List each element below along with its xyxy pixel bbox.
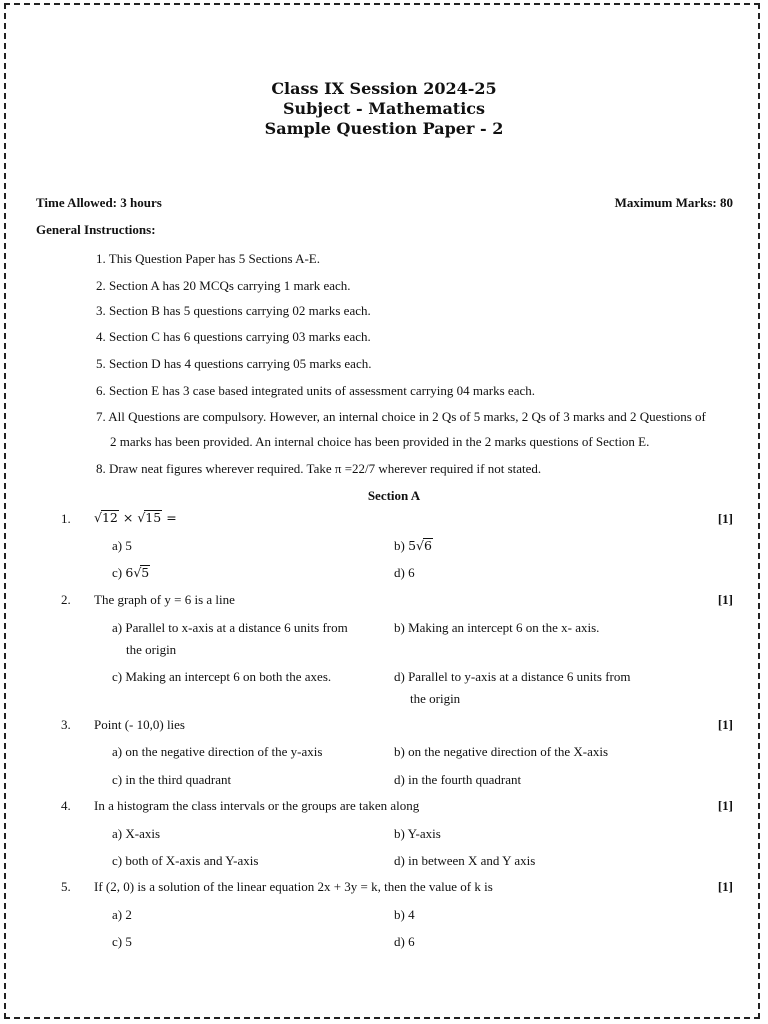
instruction-item: 7. All Questions are compulsory. However, an internal choice in 2 Qs of 5 marks, 2 Qs of 3 marks and 2 Questions of [96, 409, 706, 424]
option-d: d) 6 [394, 934, 415, 949]
option-d: d) in between X and Y axis [394, 853, 536, 868]
question-number: 2. [61, 592, 71, 607]
instruction-item: 6. Section E has 3 case based integrated units of assessment carrying 04 marks each. [96, 383, 535, 398]
radicand: 12 [101, 510, 118, 525]
option-b: b) Making an intercept 6 on the x- axis. [394, 620, 600, 635]
sqrt-symbol: √ [133, 565, 142, 580]
instruction-item: 5. Section D has 4 questions carrying 05 marks each. [96, 356, 372, 371]
header-class-session: Class IX Session 2024-25 [271, 79, 497, 98]
times-operator: × [122, 510, 134, 525]
header-subject: Subject - Mathematics [282, 99, 486, 118]
option-c: c) 6√5 [112, 565, 150, 580]
radicand: 15 [145, 510, 162, 525]
question-text: In a histogram the class intervals or the groups are taken along [94, 798, 420, 813]
option-a-continued: the origin [126, 642, 177, 657]
instruction-item: 1. This Question Paper has 5 Sections A-E. [96, 251, 320, 266]
option-d-continued: the origin [410, 691, 461, 706]
question-marks: [1] [717, 592, 733, 607]
equals-sign: = [166, 510, 177, 525]
option-d: d) in the fourth quadrant [394, 772, 522, 787]
option-c: c) both of X-axis and Y-axis [112, 853, 259, 868]
option-b: b) Y-axis [394, 826, 441, 841]
instruction-item: 3. Section B has 5 questions carrying 02 marks each. [96, 303, 371, 318]
question-text: If (2, 0) is a solution of the linear equation 2x + 3y = k, then the value of k is [94, 879, 493, 894]
instruction-item: 2. Section A has 20 MCQs carrying 1 mark each. [96, 278, 351, 293]
option-d: d) 6 [394, 565, 415, 580]
header-paper-title: Sample Question Paper - 2 [264, 119, 504, 138]
option-a: a) Parallel to x-axis at a distance 6 units from [112, 620, 348, 635]
question-1-expression [94, 509, 177, 527]
option-c: c) Making an intercept 6 on both the axes. [112, 669, 332, 684]
question-number: 1. [61, 511, 71, 526]
option-a: a) 2 [112, 907, 132, 922]
question-marks: [1] [717, 798, 733, 813]
option-b: b) 5√6 [394, 538, 432, 553]
question-number: 5. [61, 879, 71, 894]
question-text: The graph of y = 6 is a line [94, 592, 235, 607]
time-allowed: Time Allowed: 3 hours [36, 195, 162, 210]
option-a: a) X-axis [112, 826, 161, 841]
question-number: 4. [61, 798, 71, 813]
section-title: Section A [367, 488, 421, 503]
instruction-item: 4. Section C has 6 questions carrying 03 marks each. [96, 329, 371, 344]
question-text: Point (- 10,0) lies [94, 717, 185, 732]
option-a: a) 5 [112, 538, 132, 553]
option-a: a) on the negative direction of the y-axis [112, 744, 323, 759]
option-c: c) 5 [112, 934, 132, 949]
option-b: b) 4 [394, 907, 415, 922]
question-marks: [1] [717, 717, 733, 732]
question-marks: [1] [717, 879, 733, 894]
sqrt-symbol: √ [137, 510, 146, 525]
option-c: c) in the third quadrant [112, 772, 232, 787]
option-b: b) on the negative direction of the X-axis [394, 744, 609, 759]
question-number: 3. [61, 717, 71, 732]
instruction-item-continued: 2 marks has been provided. An internal choice has been provided in the 2 marks questions of Section E. [110, 434, 650, 449]
maximum-marks: Maximum Marks: 80 [614, 195, 733, 210]
sqrt-symbol: √ [416, 538, 425, 553]
question-marks: [1] [717, 511, 733, 526]
sqrt-symbol: √ [94, 510, 102, 525]
instruction-item: 8. Draw neat figures wherever required. Take π =22/7 wherever required if not stated. [96, 461, 542, 476]
instructions-heading: General Instructions: [36, 222, 156, 237]
option-d: d) Parallel to y-axis at a distance 6 units from [394, 669, 631, 684]
